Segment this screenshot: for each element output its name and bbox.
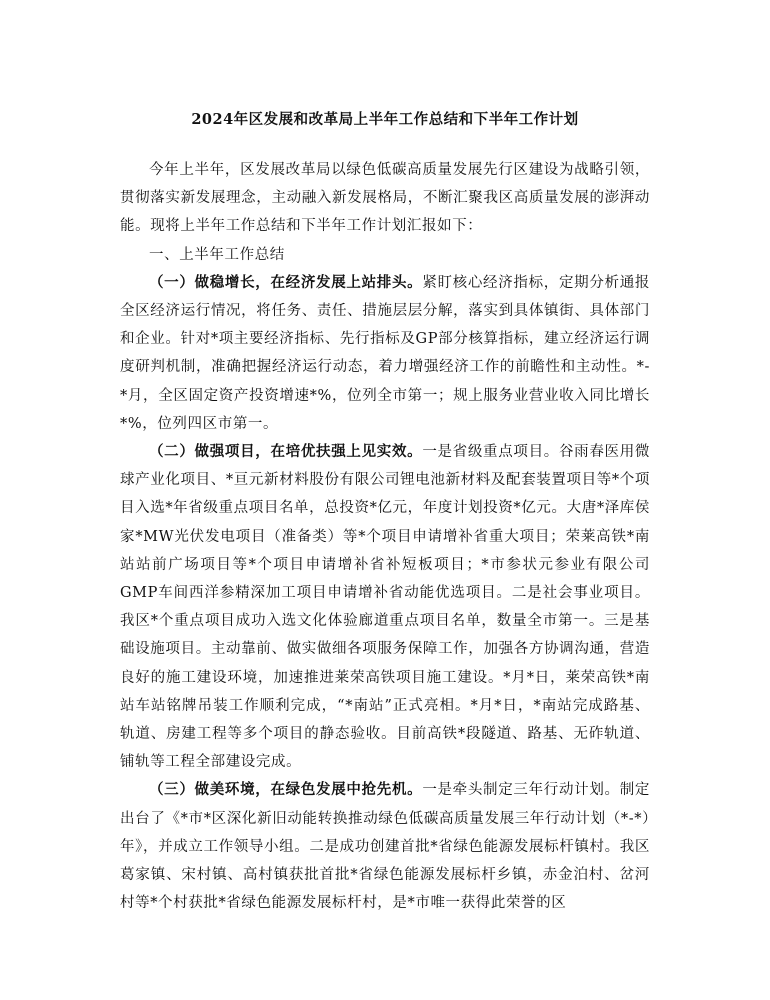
- item-body: 一是牵头制定三年行动计划。制定出台了《*市*区深化新旧动能转换推动绿色低碳高质量发展三年行动计划（*-*）年》，并成立工作领导小组。二是成功创建首批*省绿色能源发展标杆镇村。我区葛家镇、宋村镇、高村镇获批首批*省绿色能源发展标杆乡镇，赤金泊村、岔河村等*个村获批*省绿色能源发展标杆村，是*市唯一获得此荣誉的区: [120, 782, 650, 912]
- item-paragraph-strong-projects: [120, 438, 650, 776]
- item-paragraph-green-environment: [120, 776, 650, 917]
- section-heading-first-half-summary: 一、上半年工作总结: [149, 246, 285, 263]
- item-lead: （一）做稳增长，在经济发展上站排头。: [149, 273, 423, 291]
- item-lead: （二）做强项目，在培优扶强上见实效。: [149, 443, 423, 461]
- item-paragraph-stable-growth: [120, 269, 650, 438]
- item-body: 一是省级重点项目。谷雨春医用微球产业化项目、*亘元新材料股份有限公司锂电池新材料及配套装置项目等*个项目入选*年省级重点项目名单，总投资*亿元，年度计划投资*亿元。大唐*泽库侯家*MW光伏发电项目（准备类）等*个项目申请增补省重大项目；荣莱高铁*南站站前广场项目等*个项目申请增补省补短板项目；*市参状元参业有限公司GMP车间西洋参精深加工项目申请增补省动能优选项目。二是社会事业项目。我区*个重点项目成功入选文化体验廊道重点项目名单，数量全市第一。三是基础设施项目。主动靠前、做实做细各项服务保障工作，加强各方协调沟通，营造良好的施工建设环境，加速推进莱荣高铁项目施工建设。*月*日，莱荣高铁*南站车站铭牌吊装工作顺利完成，“*南站”正式亮相。*月*日，*南站完成路基、轨道、房建工程等多个项目的静态验收。目前高铁*段隧道、路基、无砟轨道、铺轨等工程全部建设完成。: [120, 444, 650, 771]
- document-title: 2024年区发展和改革局上半年工作总结和下半年工作计划: [191, 111, 579, 128]
- item-lead: （三）做美环境，在绿色发展中抢先机。: [149, 781, 423, 799]
- item-body: 紧盯核心经济指标，定期分析通报全区经济运行情况，将任务、责任、措施层层分解，落实到具体镇街、具体部门和企业。针对*项主要经济指标、先行指标及GP部分核算指标，建立经济运行调度研判机制，准确把握经济运行动态，着力增强经济工作的前瞻性和主动性。*-*月，全区固定资产投资增速*%，位列全市第一；规上服务业营业收入同比增长*%，位列四区市第一。: [120, 274, 650, 432]
- intro-paragraph: 今年上半年，区发展改革局以绿色低碳高质量发展先行区建设为战略引领，贯彻落实新发展理念，主动融入新发展格局，不断汇聚我区高质量发展的澎湃动能。现将上半年工作总结和下半年工作计划汇报如下：: [120, 162, 650, 235]
